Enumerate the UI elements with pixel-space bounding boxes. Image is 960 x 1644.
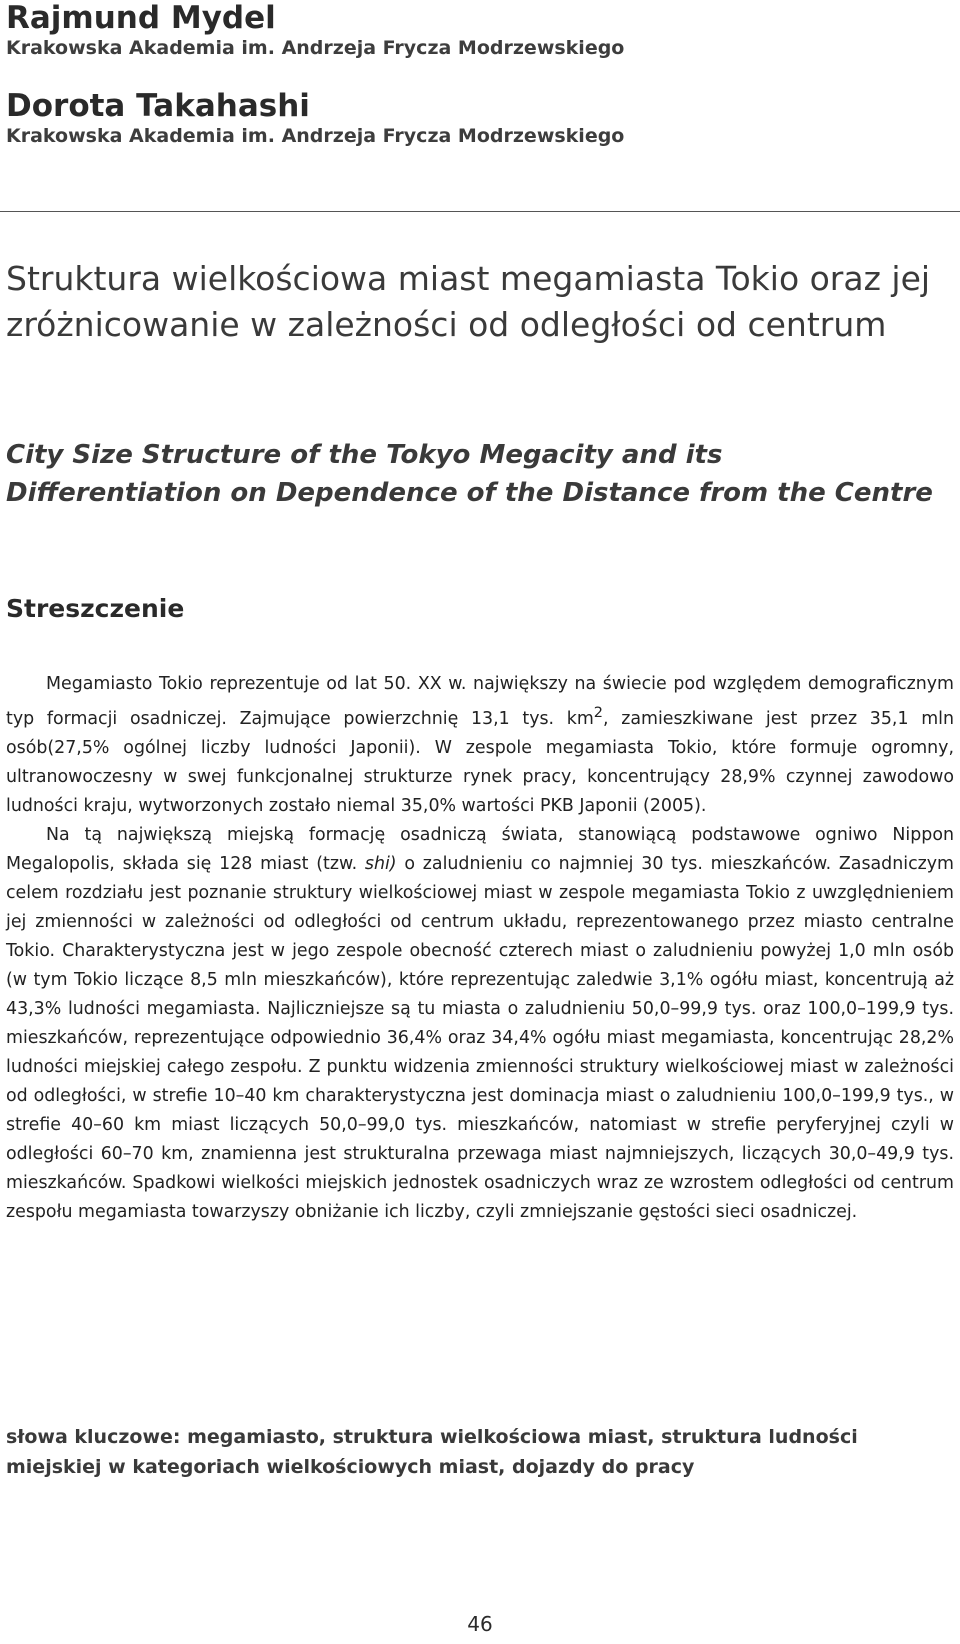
abstract-text: Megamiasto Tokio reprezentuje od lat 50. XX w. największy na świecie pod względem demograficznym typ formacji osadniczej. Zajmujące powierzchnię 13,1 tys. km <box>6 674 954 729</box>
abstract-paragraph <box>6 670 954 821</box>
page-number: 46 <box>467 1612 493 1636</box>
abstract-body <box>6 670 954 1227</box>
abstract-text: o zaludnieniu co najmniej 30 tys. mieszkańców. Zasadniczym celem rozdziału jest poznanie struktury wielkościowej miast w zespole megamiasta Tokio z uwzględnieniem jej zmienności w zależności od odległości od centrum układu, reprezentowanego przez miasto centralne Tokio. Charakterystyczna jest w jego zespole obecność czterech miast o zaludnieniu powyżej 1,0 mln osób (w tym Tokio liczące 8,5 mln mieszkańców), które reprezentując zaledwie 3,1% ogółu miast, koncentrują aż 43,3% ludności megamiasta. Najliczniejsze są tu miasta o zaludnieniu 50,0–99,9 tys. oraz 100,0–199,9 tys. mieszkańców, reprezentujące odpowiednio 36,4% oraz 34,4% ogółu miast megamiasta, koncentrując 28,2% ludności miejskiej całego zespołu. Z punktu widzenia zmienności struktury wielkościowej miast w zależności od odległości, w strefie 10–40 km charakterystyczna jest dominacja miast o zaludnieniu 100,0–199,9 tys., w strefie 40–60 km miast liczących 50,0–99,0 tys. mieszkańców, natomiast w strefie peryferyjnej czyli w odległości 60–70 km, znamienna jest strukturalna przewaga miast najmniejszych, liczących 30,0–49,9 tys. mieszkańców. Spadkowi wielkości miejskich jednostek osadniczych wraz ze wzrostem odległości od centrum zespołu megamiasta towarzyszy obniżanie ich liczby, czyli zmniejszanie gęstości sieci osadniczej. <box>6 853 955 1222</box>
keywords: słowa kluczowe: megamiasto, struktura wielkościowa miast, struktura ludności miejskiej w kategoriach wielkościowych miast, dojazdy do pracy <box>6 1426 858 1478</box>
superscript: 2 <box>593 705 604 721</box>
abstract-text: Na tą największą miejską formację osadniczą świata, stanowiącą podstawowe ogniwo Nippon Megalopolis, składa się 128 miast (tzw. <box>6 824 954 874</box>
title-polish: Struktura wielkościowa miast megamiasta Tokio oraz jej zróżnicowanie w zależności od odległości od centrum <box>6 259 931 344</box>
abstract-text: , zamieszkiwane jest przez 35,1 mln osób(27,5% ogólnej liczby ludności Japonii). W zespole megamiasta Tokio, które formuje ogromny, ultranowoczesny w swej funkcjonalnej strukturze rynek pracy, koncentrujący 28,9% czynnej zawodowo ludności kraju, wytworzonych zostało niemal 35,0% wartości PKB Japonii (2005). <box>6 708 954 816</box>
author-affiliation: Krakowska Akademia im. Andrzeja Frycza Modrzewskiego <box>6 125 625 147</box>
author-block <box>6 0 624 60</box>
header-divider <box>0 211 960 212</box>
author-name: Dorota Takahashi <box>6 88 310 124</box>
italic-term: shi) <box>364 853 397 874</box>
abstract-heading: Streszczenie <box>6 594 185 623</box>
author-name: Rajmund Mydel <box>6 0 276 36</box>
title-english: City Size Structure of the Tokyo Megacity and its Differentiation on Dependence of the Distance from the Centre <box>6 440 933 508</box>
abstract-paragraph <box>6 821 954 1227</box>
author-block <box>6 88 624 148</box>
author-affiliation: Krakowska Akademia im. Andrzeja Frycza Modrzewskiego <box>6 37 625 59</box>
